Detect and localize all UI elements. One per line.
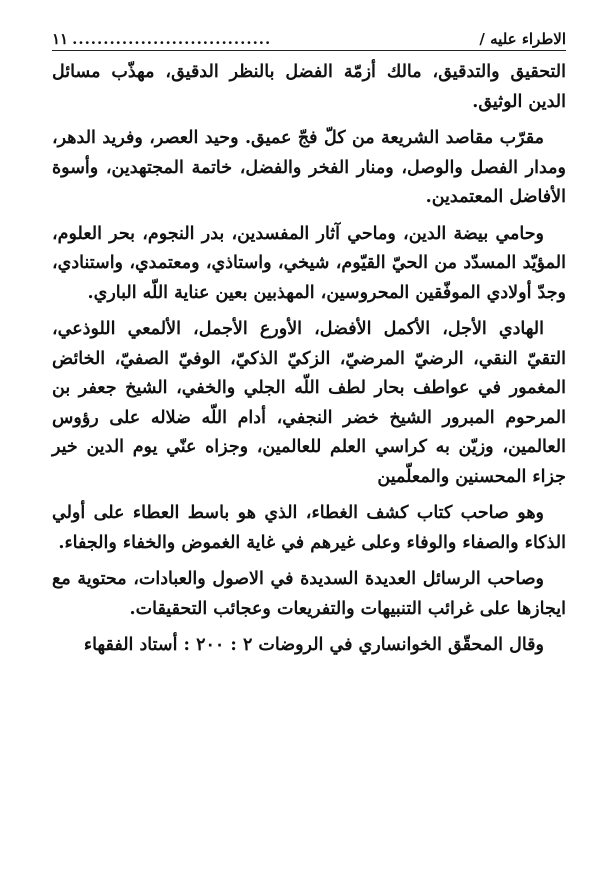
paragraph-3: وحامي بيضة الدين، وماحي آثار المفسدين، بدر النجوم، بحر العلوم، المؤيّد المسدّد من الحيّ القيّوم، شيخي، واستاذي، ومعتمدي، واستنادي، وجدّ أولادي الموفّقين المحروسين، المهذبين بعين عناية اللّه الباري. xyxy=(52,223,566,303)
paragraph-4: الهادي الأجل، الأكمل الأفضل، الأورع الأجمل، الألمعي اللوذعي، التقيّ النقي، الرضيّ المرضيّ، الزكيّ الذكيّ، الوفيّ الصفيّ، الخائض المغمور في عواطف بحار لطف اللّه الجلي والخفي، الشيخ جعفر بن المرحوم المبرور الشيخ خضر النجفي، أدام اللّه ضلاله على رؤوس العالمين، وزيّن به كراسي العلم للعالمين، وجزاه عنّي يوم الدين خير جزاء المحسنين والمعلّمين xyxy=(52,319,566,487)
paragraph-7: وقال المحقّق الخوانساري في الروضات ٢ : ٢٠٠ : أستاد الفقهاء xyxy=(83,635,544,655)
page-number: ١١ xyxy=(52,30,69,48)
body-text xyxy=(52,58,566,668)
header-title: الاطراء عليه / xyxy=(479,30,566,48)
paragraph-5: وهو صاحب كتاب كشف الغطاء، الذي هو باسط العطاء على أولي الذكاء والصفاء والوفاء وعلى غيرهم في غاية الغموض والخفاء والجفاء. xyxy=(52,503,566,553)
header-rule xyxy=(52,50,566,51)
paragraph-2: مقرّب مقاصد الشريعة من كلّ فجّ عميق. وحيد العصر، وفريد الدهر، ومدار الفصل والوصل، ومنار الفخر والفضل، خاتمة المجتهدين، وأسوة الأفاضل المعتمدين. xyxy=(52,128,566,207)
header-page-group xyxy=(52,30,271,48)
header-leader-dots: ................................ xyxy=(72,30,272,48)
running-header xyxy=(52,18,566,48)
paragraph-6: وصاحب الرسائل العديدة السديدة في الاصول والعبادات، محتوية مع ايجازها على غرائب التنبيهات والتفريعات وعجائب التحقيقات. xyxy=(52,569,566,619)
paragraph-1: التحقيق والتدقيق، مالك أزمّة الفضل بالنظر الدقيق، مهذّب مسائل الدين الوثيق. xyxy=(52,62,566,112)
